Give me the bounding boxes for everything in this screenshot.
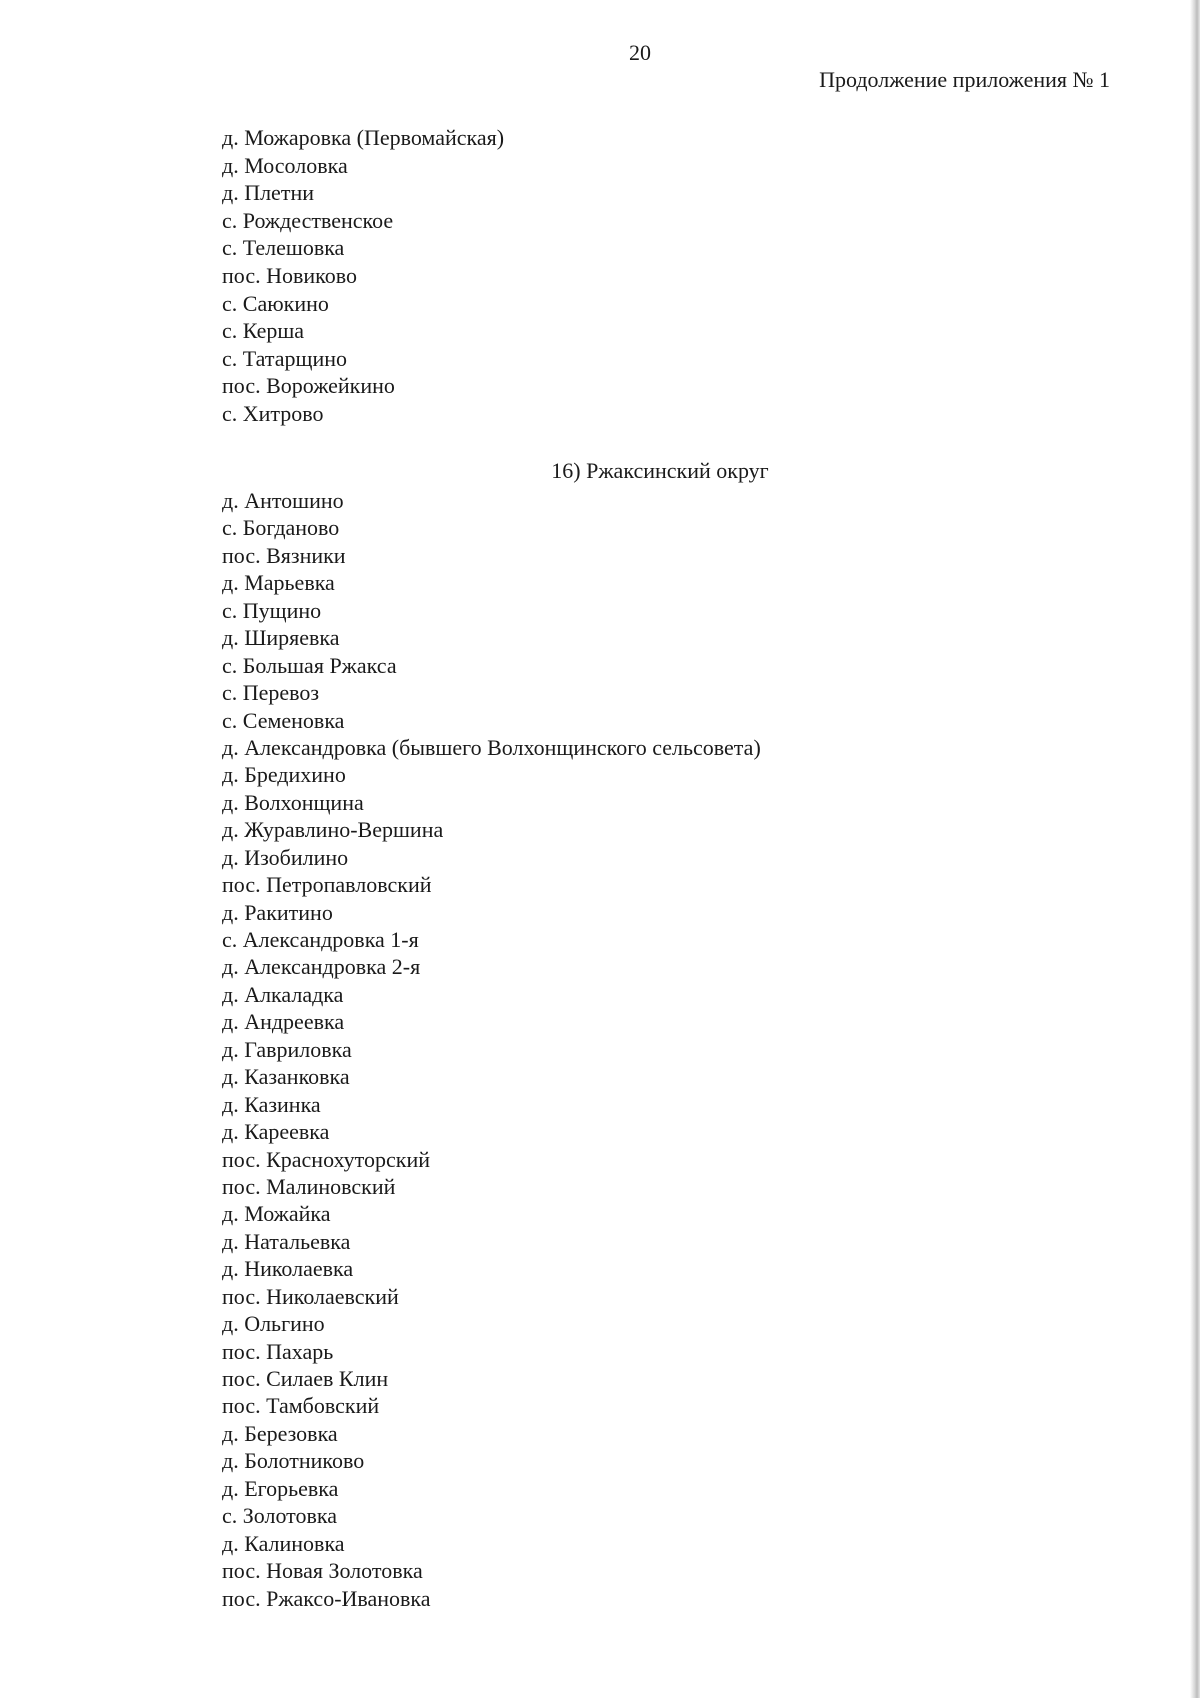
- list-item: д. Антошино: [222, 488, 344, 513]
- page-number: 20: [629, 40, 651, 65]
- list-item: д. Александровка 2-я: [222, 954, 421, 980]
- list-item: пос. Новиково: [222, 262, 357, 288]
- list-item: д. Мосоловка: [222, 152, 348, 178]
- list-item: с. Перевоз: [222, 680, 320, 706]
- list-item: пос. Силаев Клин: [222, 1366, 389, 1391]
- list-item: д. Изобилино: [222, 844, 349, 870]
- list-item: д. Казинка: [222, 1091, 321, 1117]
- list-item: д. Егорьевка: [222, 1475, 339, 1501]
- list-item: д. Кареевка: [222, 1119, 330, 1145]
- list-item: д. Калиновка: [222, 1530, 345, 1556]
- list-item: пос. Малиновский: [222, 1173, 396, 1199]
- list-item: д. Александровка (бывшего Волхонщинского сельсовета): [222, 734, 761, 760]
- list-item: с. Александровка 1-я: [222, 927, 419, 952]
- list-item: с. Саюкино: [222, 290, 329, 316]
- list-item: д. Волхонщина: [222, 789, 364, 815]
- list-item: д. Журавлино-Вершина: [222, 817, 444, 843]
- list-item: пос. Николаевский: [222, 1283, 399, 1309]
- list-item: пос. Ржаксо-Ивановка: [222, 1585, 431, 1611]
- list-item: д. Болотниково: [222, 1448, 365, 1474]
- list-item: с. Золотовка: [222, 1503, 338, 1529]
- list-item: с. Хитрово: [222, 400, 324, 426]
- list-item: с. Богданово: [222, 515, 340, 541]
- list-item: с. Телешовка: [222, 235, 345, 261]
- list-item: д. Ширяевка: [222, 625, 340, 651]
- list-item: пос. Петропавловский: [222, 872, 432, 898]
- list-item: с. Татарщино: [222, 345, 347, 371]
- list-item: пос. Пахарь: [222, 1338, 334, 1364]
- list-item: пос. Ворожейкино: [222, 373, 395, 399]
- list-item: д. Натальевка: [222, 1228, 351, 1254]
- list-item: пос. Краснохуторский: [222, 1146, 431, 1172]
- list-item: пос. Новая Золотовка: [222, 1558, 423, 1584]
- list-item: д. Можайка: [222, 1201, 331, 1227]
- list-item: пос. Вязники: [222, 542, 346, 568]
- list-item: д. Бредихино: [222, 762, 346, 788]
- list-item: д. Николаевка: [222, 1256, 354, 1282]
- scan-edge-shadow: [1190, 0, 1200, 1698]
- list-item: с. Семеновка: [222, 707, 345, 733]
- appendix-continuation-note: Продолжение приложения № 1: [819, 67, 1110, 92]
- list-item: д. Ольгино: [222, 1311, 325, 1337]
- section-heading: 16) Ржаксинский округ: [551, 458, 769, 483]
- list-item: д. Казанковка: [222, 1064, 350, 1090]
- list-item: с. Пущино: [222, 597, 322, 623]
- list-item: с. Рождественское: [222, 207, 394, 233]
- list-item: д. Можаровка (Первомайская): [222, 125, 505, 150]
- list-item: д. Плетни: [222, 180, 314, 206]
- list-item: пос. Тамбовский: [222, 1393, 380, 1419]
- continued-settlement-list: [222, 124, 504, 428]
- list-item: д. Гавриловка: [222, 1036, 352, 1062]
- district-settlement-list: [222, 487, 761, 1612]
- list-item: д. Марьевка: [222, 570, 335, 596]
- list-item: д. Ракитино: [222, 899, 333, 925]
- list-item: с. Большая Ржакса: [222, 652, 397, 678]
- list-item: д. Алкаладка: [222, 981, 344, 1007]
- list-item: д. Березовка: [222, 1420, 338, 1446]
- list-item: д. Андреевка: [222, 1009, 345, 1035]
- list-item: с. Керша: [222, 318, 305, 344]
